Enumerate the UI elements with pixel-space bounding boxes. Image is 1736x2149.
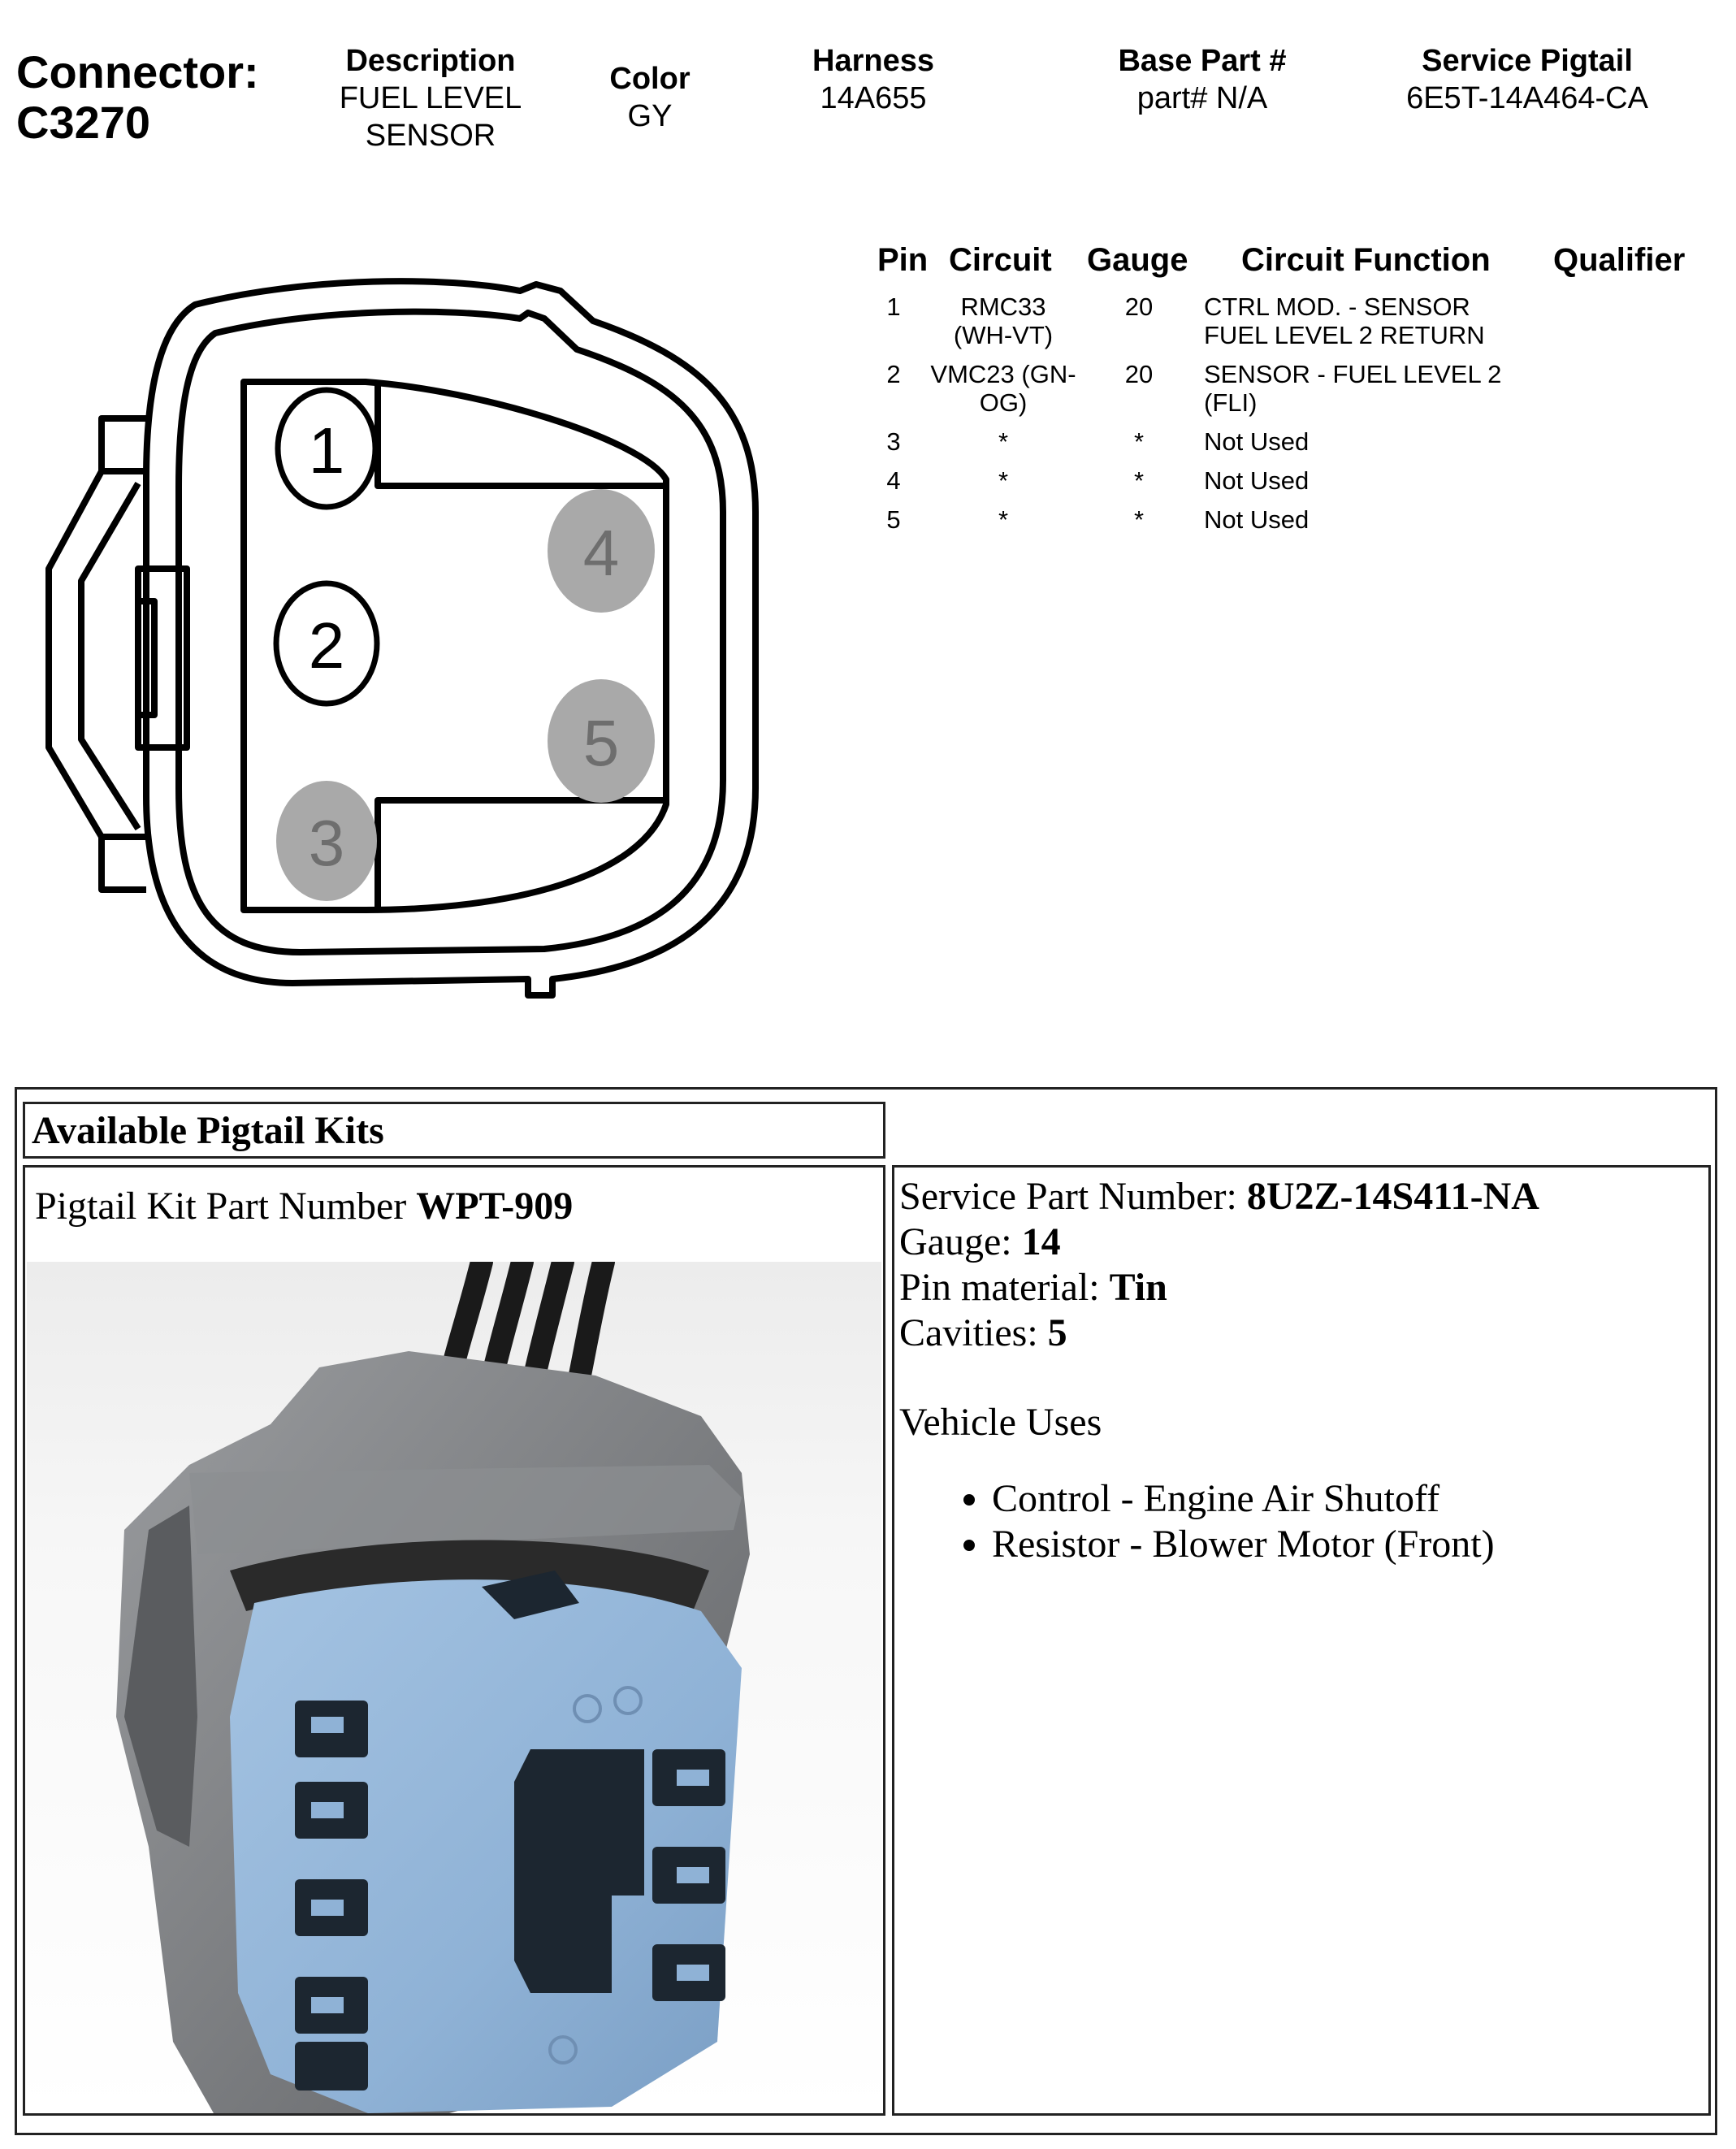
service-part-label: Service Part Number: bbox=[899, 1175, 1247, 1218]
pigtail-kit-cell bbox=[23, 1165, 885, 2116]
row-circuit: RMC33 (WH-VT) bbox=[953, 292, 1054, 349]
service-part-cell bbox=[892, 1165, 1711, 2116]
row-gauge: * bbox=[1133, 427, 1145, 456]
gauge-label: Gauge: bbox=[899, 1220, 1022, 1263]
connector-id: C3270 bbox=[16, 97, 151, 148]
connector-housing-outline bbox=[49, 281, 755, 995]
row-function: SENSOR - FUEL LEVEL 2 (FLI) bbox=[1204, 360, 1502, 417]
pigtail-connector-photo bbox=[27, 1262, 881, 2113]
color-value: GY bbox=[627, 99, 673, 133]
gauge-line bbox=[899, 1220, 1061, 1264]
connector-face-diagram bbox=[24, 268, 772, 1016]
vehicle-uses-list bbox=[951, 1476, 1495, 1567]
gauge-value: 14 bbox=[1021, 1220, 1061, 1263]
kit-part-label: Pigtail Kit Part Number bbox=[35, 1185, 417, 1228]
description-label: Description bbox=[345, 44, 516, 78]
row-pin: 1 bbox=[886, 292, 901, 321]
color-label: Color bbox=[609, 62, 691, 96]
base-part-value: part# N/A bbox=[1136, 81, 1268, 115]
connector-label: Connector: bbox=[16, 46, 259, 97]
kit-part-number: WPT-909 bbox=[416, 1185, 574, 1228]
list-item: • Control - Engine Air Shutoff bbox=[992, 1476, 1495, 1522]
kit-part-number-line bbox=[35, 1184, 573, 1228]
row-circuit: * bbox=[998, 427, 1009, 456]
pin-1 bbox=[278, 390, 375, 507]
service-pigtail-label: Service Pigtail bbox=[1422, 44, 1633, 78]
circuit-header: Circuit bbox=[949, 242, 1052, 278]
row-pin: 2 bbox=[886, 360, 901, 388]
pin-4 bbox=[548, 489, 655, 613]
gauge-header: Gauge bbox=[1087, 242, 1188, 278]
harness-label: Harness bbox=[812, 44, 934, 78]
service-part-line bbox=[899, 1174, 1539, 1219]
row-function: Not Used bbox=[1204, 505, 1310, 534]
circuit-function-header: Circuit Function bbox=[1241, 242, 1491, 278]
row-circuit: * bbox=[998, 466, 1009, 495]
row-gauge: * bbox=[1133, 505, 1145, 534]
row-function: Not Used bbox=[1204, 427, 1310, 456]
pin-3 bbox=[276, 781, 377, 901]
row-gauge: 20 bbox=[1124, 292, 1154, 321]
row-gauge: * bbox=[1133, 466, 1145, 495]
base-part-column bbox=[1072, 42, 1332, 117]
connector-title bbox=[16, 47, 259, 148]
pin-1-label: 1 bbox=[308, 414, 345, 487]
qualifier-header: Qualifier bbox=[1553, 242, 1686, 278]
row-function: Not Used bbox=[1204, 466, 1310, 495]
cavities-line bbox=[899, 1311, 1067, 1355]
row-pin: 4 bbox=[886, 466, 901, 495]
list-item: • Resistor - Blower Motor (Front) bbox=[992, 1522, 1495, 1567]
pin-5-label: 5 bbox=[582, 707, 620, 779]
pin-2-label: 2 bbox=[308, 609, 345, 682]
harness-column bbox=[764, 42, 983, 117]
row-pin: 5 bbox=[886, 505, 901, 534]
service-pigtail-value: 6E5T-14A464-CA bbox=[1406, 81, 1648, 115]
cavities-value: 5 bbox=[1047, 1311, 1067, 1354]
row-pin: 3 bbox=[886, 427, 901, 456]
description-value: FUEL LEVEL SENSOR bbox=[339, 81, 522, 153]
pin-material-line bbox=[899, 1265, 1167, 1310]
description-column bbox=[309, 42, 552, 154]
cavities-label: Cavities: bbox=[899, 1311, 1048, 1354]
pin-3-label: 3 bbox=[308, 807, 345, 879]
pin-5 bbox=[548, 679, 655, 803]
vehicle-uses-label: Vehicle Uses bbox=[899, 1401, 1102, 1444]
row-circuit: VMC23 (GN- OG) bbox=[930, 360, 1076, 417]
row-function: CTRL MOD. - SENSOR FUEL LEVEL 2 RETURN bbox=[1204, 292, 1485, 349]
pin-4-label: 4 bbox=[582, 517, 620, 589]
base-part-label: Base Part # bbox=[1118, 44, 1287, 78]
pin-material-label: Pin material: bbox=[899, 1266, 1110, 1309]
row-circuit: * bbox=[998, 505, 1009, 534]
row-gauge: 20 bbox=[1124, 360, 1154, 388]
color-column bbox=[585, 60, 715, 135]
pin-header: Pin bbox=[877, 242, 929, 278]
harness-value: 14A655 bbox=[820, 81, 927, 115]
pin-2 bbox=[276, 583, 377, 704]
service-part-number: 8U2Z-14S411-NA bbox=[1246, 1175, 1539, 1218]
pin-material-value: Tin bbox=[1109, 1266, 1167, 1309]
pigtail-kits-title: Available Pigtail Kits bbox=[23, 1102, 885, 1159]
service-pigtail-column bbox=[1365, 42, 1690, 117]
